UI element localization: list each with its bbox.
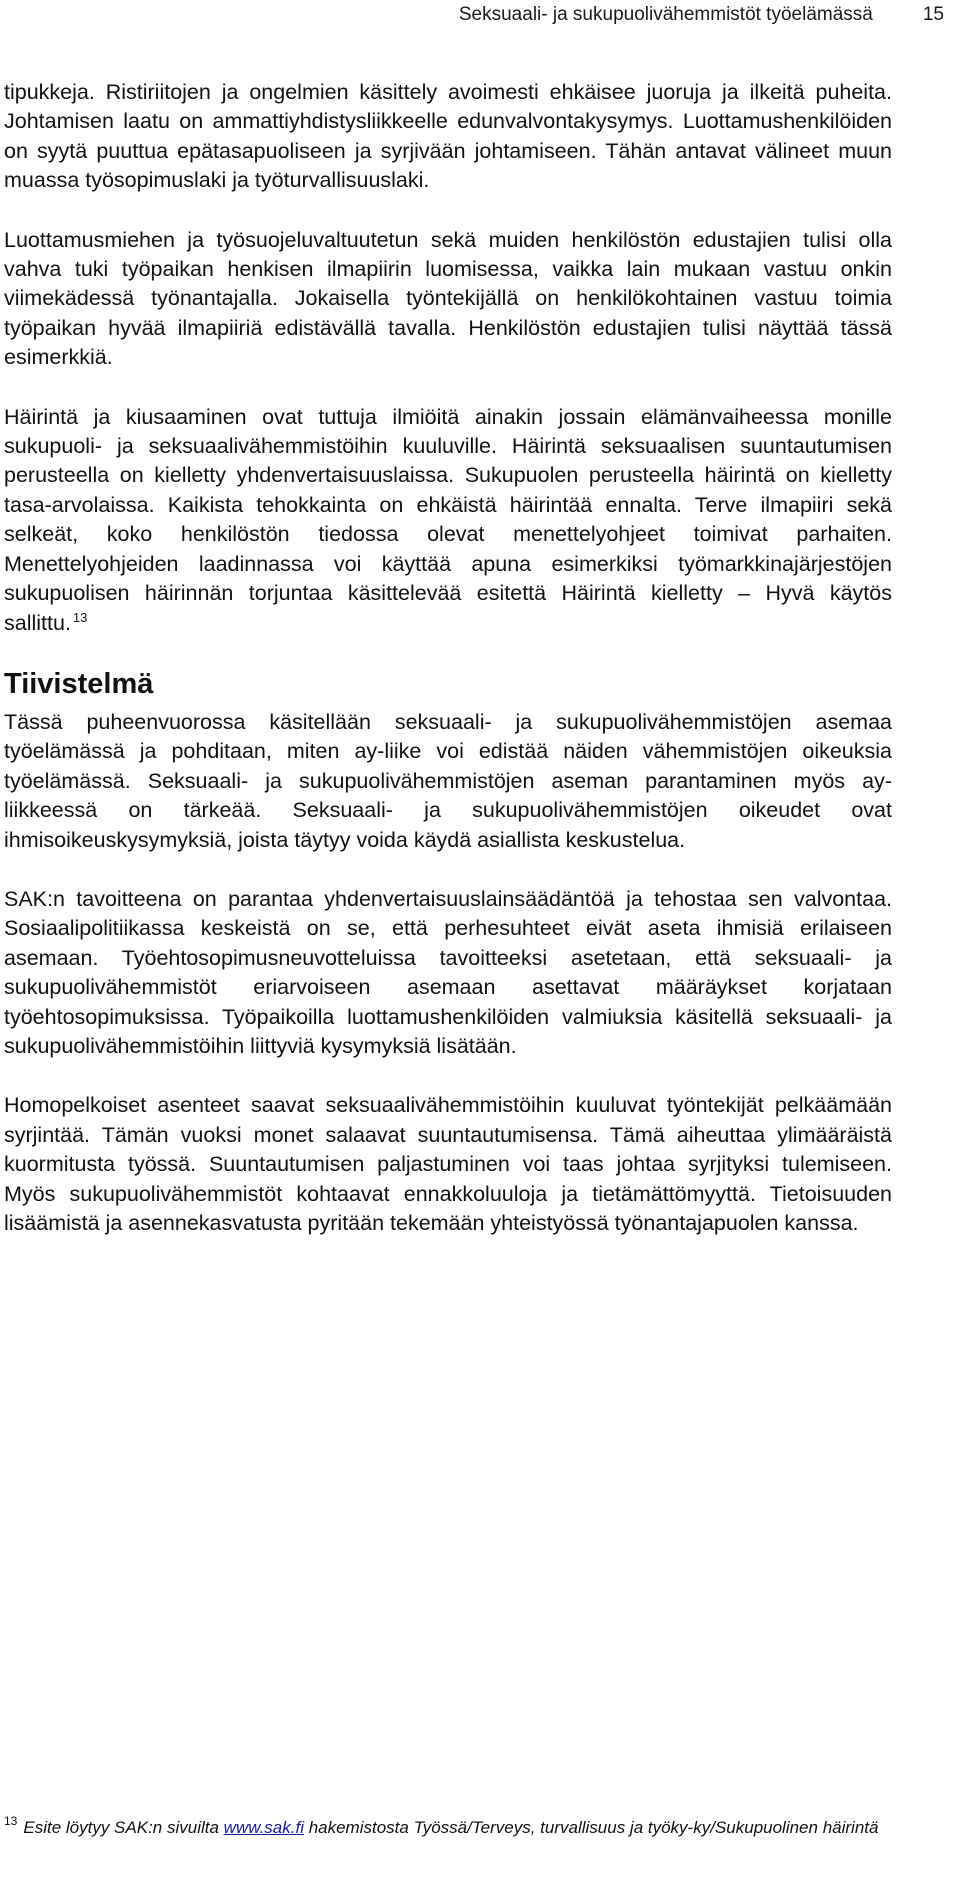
footnote-text-before: Esite löytyy SAK:n sivuilta	[23, 1818, 224, 1837]
paragraph-1: tipukkeja. Ristiriitojen ja ongelmien käsittely avoimesti ehkäisee juoruja ja ilkeitä puheita. Johtamisen laatu on ammattiyhdistysliikkeelle edunvalvontakysymys. Luottamushenkilöiden on syytä puuttua epätasapuoliseen ja syrjivään johtamiseen. Tähän antavat välineet muun muassa työsopimuslaki ja työturvallisuuslaki.	[4, 80, 892, 193]
footnote-number: 13	[4, 1814, 18, 1828]
paragraph-6: Homopelkoiset asenteet saavat seksuaalivähemmistöihin kuuluvat työntekijät pelkäämään syrjintää. Tämän vuoksi monet salaavat suuntautumisensa. Tämä aiheuttaa ylimääräistä kuormitusta työssä. Suuntautumisen paljastuminen voi taas johtaa syrjityksi tulemiseen. Myös sukupuolivähemmistöt kohtaavat ennakkoluuloja ja tietämättömyyttä. Tietoisuuden lisäämistä ja asennekasvatusta pyritään tekemään yhteistyössä työnantajapuolen kanssa.	[4, 1093, 892, 1235]
paragraph-2: Luottamusmiehen ja työsuojeluvaltuutetun sekä muiden henkilöstön edustajien tulisi olla vahva tuki työpaikan henkisen ilmapiirin luomisessa, vaikka lain mukaan vastuu onkin viimekädessä työnantajalla. Jokaisella työntekijällä on henkilökohtainen vastuu toimia työpaikan hyvää ilmapiiriä edistävällä tavalla. Henkilöstön edustajien tulisi näyttää tässä esimerkkiä.	[4, 227, 892, 370]
footnote-reference: 13	[72, 609, 88, 625]
page-number: 15	[922, 4, 944, 25]
paragraph-5: SAK:n tavoitteena on parantaa yhdenvertaisuuslainsäädäntöä ja tehostaa sen valvontaa. Sosiaalipolitiikassa keskeistä on se, että perhesuhteet eivät aseta ihmisiä erilaiseen asemaan. Työehtosopimusneuvotteluissa tavoitteeksi asetetaan, että seksuaali- ja sukupuolivähemmistöt eriarvoiseen asemaan asettavat määräykset korjataan työehtosopimuksissa. Työpaikoilla luottamushenkilöiden valmiuksia käsitellä seksuaali- ja sukupuolivähemmistöihin liittyviä kysymyksiä lisätään.	[4, 886, 892, 1058]
paragraph-3-text: Häirintä ja kiusaaminen ovat tuttuja ilmiöitä ainakin jossain elämänvaiheessa monille sukupuoli- ja seksuaalivähemmistöihin kuuluville. Häirintä seksuaalisen suuntautumisen perusteella on kielletty yhdenvertaisuuslaissa. Sukupuolen perusteella häirintä on kielletty tasa-arvolaissa. Kaikista tehokkainta on ehkäistä häirintää ennalta. Terve ilmapiiri sekä selkeät, koko henkilöstön tiedossa olevat menettelyohjeet toimivat parhaiten. Menettelyohjeiden laadinnassa voi käyttää apuna esimerkiksi työmarkkinajärjestöjen sukupuolisen häirinnän torjuntaa käsittelevää esitettä Häirintä kielletty – Hyvä käytös sallittu.	[4, 404, 892, 635]
running-header	[0, 2, 944, 28]
footnote	[4, 1813, 884, 1843]
page-body	[4, 78, 892, 1238]
footnote-link[interactable]: www.sak.fi	[223, 1818, 304, 1837]
paragraph-4: Tässä puheenvuorossa käsitellään seksuaali- ja sukupuolivähemmistöjen asemaa työelämässä ja pohditaan, miten ay-liike voi edistää näiden vähemmistöjen oikeuksia työelämässä. Seksuaali- ja sukupuolivähemmistöjen aseman parantaminen myös ay-liikkeessä on tärkeää. Seksuaali- ja sukupuolivähemmistöjen oikeudet ovat ihmisoikeuskysymyksiä, joista täytyy voida käydä asiallista keskustelua.	[4, 709, 892, 852]
running-title: Seksuaali- ja sukupuolivähemmistöt työelämässä	[458, 4, 873, 25]
section-heading: Tiivistelmä	[4, 667, 154, 700]
footnote-text-after: hakemistosta Työssä/Terveys, turvallisuus ja työky-ky/Sukupuolinen häirintä	[303, 1818, 879, 1837]
paragraph-3	[4, 403, 892, 638]
